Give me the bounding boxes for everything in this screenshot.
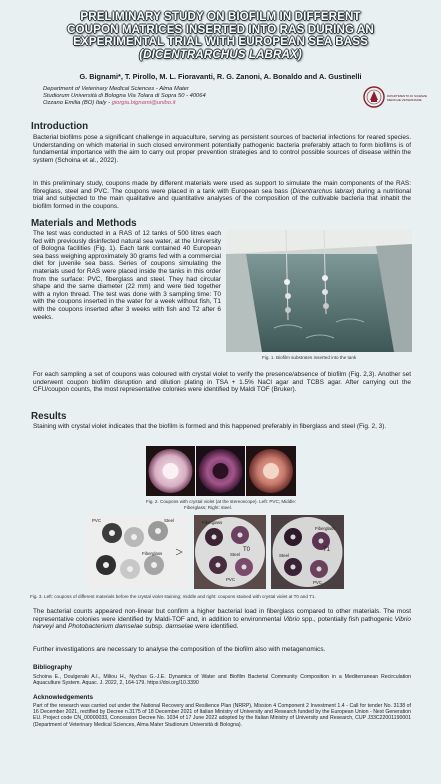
- methods-heading: Materials and Methods: [31, 218, 137, 229]
- acknowledgements-text: Part of the research was carried out under the National Recovery and Resilience Plan (NRRP), Mission 4 Component 2 Investment 1.4 - Call for tender No. 3138 of 16 December 2021, rectified by Decree n.3175 of 18 December 2021 of Italian Ministry of University and Research funded by the European Union - Next Generation EU. Project code CN_00000033, Concession Decree No. 1034 of 17 June 2022 adopted by the Italian Ministry of University and Research, CUP J33C22001190001 (Department of Veterinary Medical Sciences, Alma Mater Studiorum Università di Bologna).: [33, 703, 411, 728]
- intro-p2-text-a: In this preliminary study, coupons made by different materials were used as support to simulate the main components of the RAS: fibreglass, steel and PVC. The coupons were placed in a tank with European sea bass (: [33, 180, 411, 195]
- figure-1-tank-photo: [226, 230, 412, 352]
- results-paragraph-2: [33, 608, 411, 631]
- fig3-t0-label: T0: [243, 547, 251, 553]
- figure-2-caption-line-2: Fiberglass; Right: steel.: [184, 504, 232, 510]
- affiliation: [43, 86, 313, 108]
- affiliation-line-1: Department of Veterinary Medical Sciences - Alma Mater: [43, 86, 189, 92]
- poster-title: [30, 11, 411, 61]
- bibliography-heading: Bibliography: [33, 664, 73, 671]
- bibliography-entry: Schoina E., Doulgeraki A.I., Miliou H., Nychas G.-J.E. Dynamics of Water and Biofilm Bacterial Community Composition in a Mediterranean Recirculation Aquaculture System. Aquac. J. 2022, 2, 164-179. https://doi.org/10.3390: [33, 674, 411, 687]
- title-line-1: PRELIMINARY STUDY ON BIOFILM IN DIFFERENT: [80, 10, 361, 23]
- university-logo: [363, 82, 433, 114]
- figure-2-caption: [146, 499, 336, 510]
- fig3-middle-fiberglass-label: Fiberglass: [202, 520, 223, 525]
- fig3-left-steel-label: Steel: [164, 518, 175, 523]
- introduction-paragraph-2: [33, 180, 411, 210]
- results-paragraph-3: Further investigations are necessary to analyse the composition of the biofilm also with metagenomics.: [33, 646, 326, 653]
- results-p2-text-c: and: [53, 623, 69, 631]
- affiliation-city: Ozzano Emilia (BO) Italy -: [43, 100, 112, 107]
- title-line-3: EXPERIMENTAL TRIAL WITH EUROPEAN SEA BASS: [73, 35, 368, 49]
- fig3-right-fiberglass-label: Fiberglass: [315, 526, 336, 531]
- results-p2-harveyi: Vibrio harveyi: [33, 615, 412, 631]
- results-p2-damselae: damselae: [165, 623, 194, 631]
- figure-2-stereoscope: [146, 446, 296, 496]
- affiliation-line-3: [43, 100, 313, 107]
- intro-p2-text-b: ) during a nutritional trial and subjected to the main qualitative and quantitative analyses of the composition of the cultivable bacteria that inhabit the biofilm formed in the coupons.: [33, 187, 411, 210]
- title-species: (DICENTRARCHUS LABRAX): [139, 47, 302, 61]
- fig3-middle-pvc-label: PVC: [226, 577, 236, 582]
- results-p2-vibrio: Vibrio: [283, 615, 300, 623]
- figure-3-caption: Fig. 3. Left: coupons of different materials before the crystal violet staining; middle and right: coupons stained with crystal violet at T0 and T1.: [30, 594, 316, 599]
- author-list: G. Bignami*, T. Pirollo, M. L. Fioravanti, R. G. Zanoni, A. Bonaldo and A. Gustinelli: [79, 72, 362, 81]
- logo-text: DIPARTIMENTO DI SCIENZE MEDICHE VETERINARIE: [387, 94, 428, 102]
- fig3-left-pvc-label: PVC: [92, 518, 102, 523]
- fig3-right-steel-label: Steel: [279, 553, 290, 558]
- university-seal-icon: [363, 82, 385, 112]
- figure-3-middle-photo: [194, 515, 266, 589]
- introduction-heading: Introduction: [31, 121, 89, 132]
- fig3-middle-steel-label: Steel: [230, 552, 241, 557]
- title-line-2: COUPON MATRICES INSERTED INTO RAS DURING AN: [67, 22, 374, 36]
- figure-3-left-photo: [86, 515, 189, 589]
- results-p2-text-b: spp., potentially fish pathogenic: [299, 615, 395, 623]
- methods-paragraph-2: For each sampling a set of coupons was coloured with crystal violet to verify the presence/absence of biofilm (Fig. 2,3). Another set underwent coupon biofilm disruption and dilution plating in TSA + 1.5% NaCl agar and TCBS agar. After carrying out the CFU/coupon counts, the most representative colonies were identified by Maldi TOF (Bruker).: [33, 371, 411, 394]
- results-p2-text-d: subsp.: [142, 623, 166, 631]
- results-p2-photobacterium: Photobacterium damselae: [68, 623, 143, 631]
- introduction-paragraph-1: Bacterial biofilms pose a significant challenge in aquaculture, serving as persistent sources of bacterial infections for reared species. Understanding on which material in such closed environment potentially pathogenic bacteria preferably attach to form biofilms is of fundamental importance with the aim to carry out proper prevention strategies and to control possible sources of disease within the system (Schoina et al., 2022).: [33, 134, 411, 164]
- results-p2-text-e: were identified.: [193, 623, 239, 631]
- affiliation-line-2: Studiorum Università di Bologna Via Tolara di Sopra 50 - 40064: [43, 93, 206, 100]
- results-p2-text-a: The bacterial counts appeared non-linear but confirm a higher bacterial load in fiberglass compared to other materials. The most representative colonies were identified by Maldi-TOF and, in addition to environmental: [33, 608, 411, 623]
- results-paragraph-1: Staining with crystal violet indicates that the biofilm is formed and this happened preferably in fiberglass and steel (Fig. 2, 3).: [33, 423, 387, 430]
- acknowledgements-heading: Acknowledgements: [33, 694, 94, 701]
- fig3-left-fiberglass-label: Fiberglass: [142, 551, 163, 556]
- fig3-t1-label: T1: [323, 547, 331, 553]
- figure-3-right-photo: [271, 515, 344, 589]
- email-link[interactable]: giorgia.bignami@unibo.it: [111, 100, 176, 107]
- methods-paragraph-1: The test was conducted in a RAS of 12 tanks of 500 litres each fed with previously disinfected natural sea water, at the University of Bologna facilities (Fig. 1). Each tank contained 40 European sea bass weighing approximately 30 grams fed with a commercial diet for juvenile sea bass. Series of coupons simulating the materials used for RAS were placed inside the tanks in this order from the surface: PVC, fiberglass and steel. They had circular shape and the same diameter (22 mm) and were tied together with a nylon thread. The test was done with 3 sampling time: T0 with the coupons inserted in the water for a week without fish, T1 with the coupons inserted after 3 weeks with fish and T2 after 6 weeks.: [33, 230, 221, 321]
- intro-p2-species: Dicentrarchus labrax: [292, 187, 353, 195]
- figure-1-caption: Fig. 1. Biofilm substrates inserted into the tank: [262, 355, 357, 360]
- results-heading: Results: [31, 411, 67, 422]
- fig3-right-pvc-label: PVC: [313, 580, 323, 585]
- figure-2-caption-line-1: Fig. 2. Coupons with crystal violet (at the stereoscope). Left: PVC; Middle:: [146, 499, 297, 504]
